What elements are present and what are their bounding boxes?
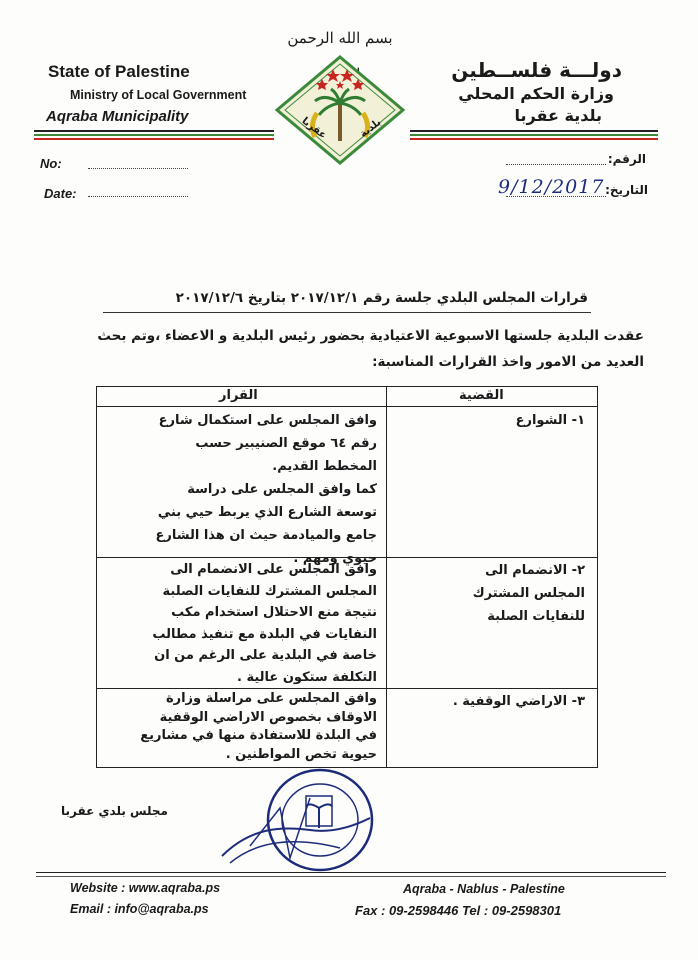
en-ministry-name: Ministry of Local Government — [70, 88, 247, 102]
ar-municipality-name: بلدية عقربا — [514, 106, 602, 125]
logo-label-left: عقربا — [299, 115, 329, 142]
header-divider-left-red — [34, 138, 274, 140]
footer-website[interactable]: Website : www.aqraba.ps — [70, 881, 221, 895]
header-divider-left-green — [34, 134, 274, 136]
table-row-divider — [97, 688, 597, 689]
title-underline — [103, 312, 591, 313]
decisions-table — [96, 386, 598, 768]
intro-line-2: العديد من الامور واخذ القرارات المناسبة: — [372, 354, 644, 370]
table-column-divider — [386, 387, 387, 767]
issue-header: القضية — [459, 388, 504, 403]
footer-phones: Fax : 09-2598446 Tel : 09-2598301 — [355, 903, 562, 918]
table-row-1-decision: وافق المجلس على استكمال شارع رقم ٦٤ موقع الصنيبير حسب المخطط القديم. كما وافق المجلس على دراسة توسعة الشارع الذي يربط حيي بني جامع والميادمة حيث ان هذا الشارع — [155, 413, 377, 543]
ar-number-field — [506, 164, 606, 165]
logo-label-right: بلدية — [358, 116, 384, 141]
table-row-3-decision: وافق المجلس على مراسلة وزارة الاوقاف بخصوص الاراضي الوقفية في البلدة للاستفادة منها في مشاريع حيوية تخص المواطنين . — [140, 691, 377, 762]
decision-header: القرار — [219, 388, 258, 403]
official-stamp — [220, 768, 380, 878]
date-field — [88, 196, 188, 197]
table-row-3-issue: ٣- الاراضي الوقفية . — [452, 694, 585, 709]
handwritten-date: 9/12/2017 — [498, 176, 605, 198]
council-signature-label: مجلس بلدي عقربا — [61, 804, 168, 818]
table-row-2-issue: ٢- الانضمام الى المجلس المشترك للنفايات الصلبة — [472, 563, 585, 624]
table-row-2-decision: وافق المجلس على الانضمام الى المجلس المشترك للنفايات الصلبة نتيجة منع الاحتلال استخدام مكب النفايات في البلدة مع تنفيذ مطالب خاصة في البلدية على الرغم من ان التكلفة ستكون عالية . — [152, 562, 377, 685]
en-state-name: State of Palestine — [48, 62, 190, 81]
basmala-calligraphy: بسم الله الرحمن — [287, 29, 393, 47]
no-label: No: — [40, 156, 62, 171]
ar-number-label: الرقم: — [607, 152, 646, 166]
table-row-1-decision-end: حيوي ومهم . — [293, 551, 377, 566]
header-divider-right-green — [410, 134, 658, 136]
no-field — [88, 168, 188, 169]
ar-date-label: التاريخ: — [605, 183, 648, 197]
ar-ministry-name: وزارة الحكم المحلي — [458, 84, 614, 103]
header-divider-right — [410, 130, 658, 132]
intro-line-1: عقدت البلدية جلستها الاسبوعية الاعتيادية بحضور رئيس البلدية و الاعضاء ،وتم بحث — [97, 328, 644, 344]
en-municipality-name: Aqraba Municipality — [46, 108, 189, 125]
footer-address: Aqraba - Nablus - Palestine — [403, 882, 565, 896]
table-row-1-issue: ١- الشوارع — [515, 413, 585, 428]
footer-email[interactable]: Email : info@aqraba.ps — [70, 902, 209, 916]
table-header-divider — [97, 406, 597, 407]
date-label: Date: — [44, 186, 77, 201]
header-divider-right-red — [410, 138, 658, 140]
ar-state-name: دولـــة فلســطين — [451, 58, 622, 82]
footer-divider — [36, 872, 666, 873]
document-title: قرارات المجلس البلدي جلسة رقم ٢٠١٧/١٢/١ بتاريخ ٢٠١٧/١٢/٦ — [175, 290, 588, 306]
municipality-logo — [275, 55, 405, 165]
header-divider-left — [34, 130, 274, 132]
footer-divider-thin — [36, 876, 666, 877]
